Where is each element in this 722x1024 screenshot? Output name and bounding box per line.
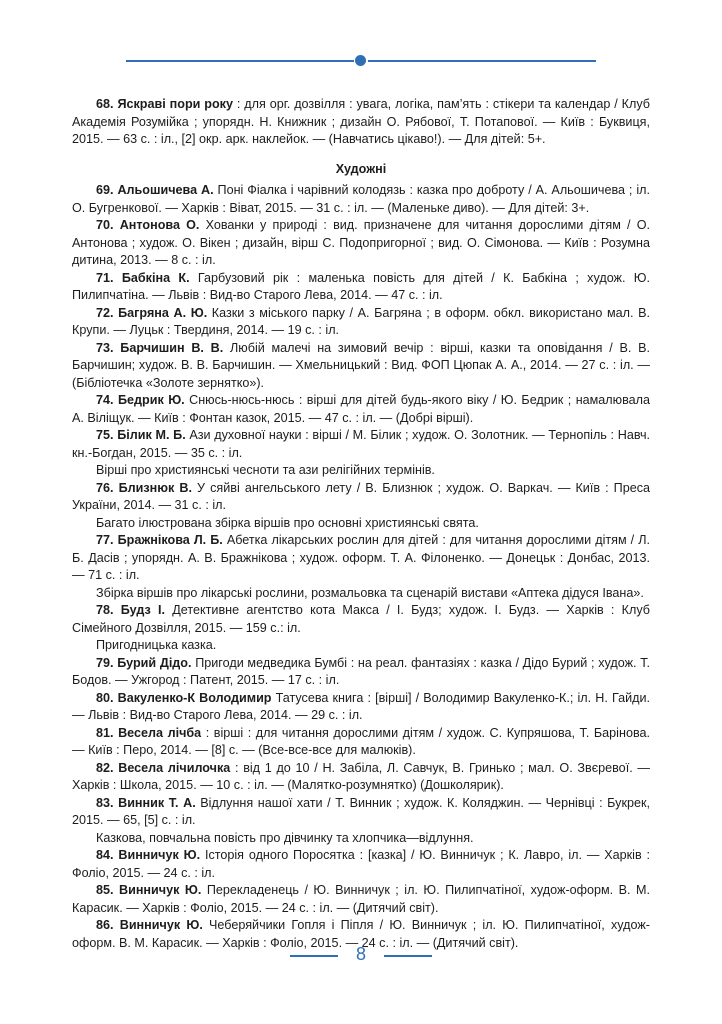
entry-number: 81.	[96, 725, 114, 740]
entry-number: 68.	[96, 97, 114, 111]
entry-number: 83.	[96, 795, 114, 810]
top-decorative-rule	[126, 60, 596, 62]
entry-author: Яскраві пори року	[117, 97, 233, 111]
entry-description: : для орг. дозвілля : увага, логіка, пам’ять : стікери та календар / Клуб Академія Розумійка ; упорядн. Н. Книжник ; дизайн О. Рябової, Т. Потапової. — Київ : Буквиця, 2015. — 63 с. : іл., [2] окр. арк. наклейок. — (Навчатись цікаво!). — Для дітей: 5+.	[72, 97, 650, 146]
rule-right-line	[368, 60, 596, 62]
bibliography-entry	[72, 847, 650, 882]
entry-number: 72.	[96, 305, 114, 320]
entry-author: Винничук Ю.	[118, 883, 202, 897]
bibliography-entry	[72, 795, 650, 830]
bibliography-entry	[72, 182, 650, 217]
entry-description: : вірші : для читання дорослими дітям / худож. С. Купряшова, Т. Барінова. — Київ : Перо, 2014. — [8] с. — (Все-все-все для малюків).	[72, 725, 650, 757]
entry-number: 79.	[96, 655, 114, 670]
entry-author: Барчишин В. В.	[120, 340, 224, 355]
bibliography-entry	[72, 392, 650, 427]
entry-annotation: Багато ілюстрована збірка віршів про основні християнські свята.	[96, 515, 479, 530]
entry-number: 69.	[96, 183, 114, 197]
entry-number: 77.	[96, 533, 114, 547]
entry-author: Вакуленко-К Володимир	[117, 690, 272, 705]
entry-annotation: Пригодницька казка.	[96, 638, 217, 652]
entry-author: Весела лічба	[118, 725, 202, 740]
entry-number: 71.	[96, 270, 114, 285]
entry-description: Ази духовної науки : вірші / М. Білик ; худож. О. Золотник. — Тернопіль : Навч. кн.-Богдан, 2015. — 35 с. : іл.	[72, 428, 651, 460]
entry-description: Любій малечі на зимовий вечір : вірші, казки та оповідання / В. В. Барчишин; худож. В. В. Барчишин. — Хмельницький : Вид. ФОП Цюпак А. А., 2014. — 27 с. : іл. — (Бібліотечка «Золоте зернятко»).	[72, 340, 650, 390]
entry-number: 75.	[96, 428, 114, 442]
section-title: Художні	[335, 161, 387, 176]
entry-author: Білик М. Б.	[117, 428, 186, 442]
entry-number: 86.	[96, 918, 114, 932]
footer-right-line	[384, 955, 432, 957]
entry-description: Гарбузовий рік : маленька повість для дітей / К. Бабкіна ; худож. Ю. Пилипчатіна. — Львів : Вид-во Старого Лева, 2014. — 47 с. : іл.	[72, 270, 651, 302]
bibliography-entry	[72, 725, 650, 760]
entry-number: 78.	[96, 603, 114, 617]
entry-description: У сяйві ангельського лету / В. Близнюк ; худож. О. Варкач. — Київ : Преса України, 2014. — 31 с. : іл.	[72, 480, 651, 512]
entry-author: Бурий Дідо.	[117, 655, 192, 670]
bibliography-entry	[72, 427, 650, 462]
entry-annotation: Збірка віршів про лікарські рослини, розмальовка та сценарій вистави «Аптека дідуся Івана».	[96, 585, 644, 600]
bibliography-entry	[72, 305, 650, 340]
bibliography-entry	[72, 480, 650, 515]
entry-author: Антонова О.	[119, 218, 200, 232]
entry-author: Близнюк В.	[118, 480, 192, 495]
bibliography-entry	[72, 655, 650, 690]
entry-description: : від 1 до 10 / Н. Забіла, Л. Савчук, В. Гринько ; мал. О. Звєревої. — Харків : Школа, 2015. — 10 с. : іл. — (Малятко-розумнятко) (Дошколярик).	[72, 760, 650, 792]
page-number: 8	[355, 944, 366, 964]
entry-description: Хованки у природі : вид. призначене для читання дорослими дітям / О. Антонова ; худож. О. Вікен ; дизайн, вірш С. Подопригорної ; вид. О. Сімонова. — Київ : Розумна дитина, 2013. — 8 с. : іл.	[72, 218, 651, 267]
bibliography-entry	[72, 602, 650, 637]
entry-number: 76.	[96, 480, 114, 495]
entry-description: Детективне агентство кота Макса / І. Будз; худож. І. Будз. — Харків : Клуб Сімейного Дозвілля, 2015. — 159 с.: іл.	[72, 603, 651, 635]
entries-before-section	[72, 96, 650, 149]
entry-number: 84.	[96, 848, 114, 862]
entry-number: 73.	[96, 340, 114, 355]
entry-author: Винничук Ю.	[118, 848, 201, 862]
bibliography-entry	[72, 760, 650, 795]
entry-description: Відлуння нашої хати / Т. Винник ; худож. К. Коляджин. — Чернівці : Букрек, 2015. — 65, [5] с. : іл.	[72, 795, 650, 827]
entry-description: Поні Фіалка і чарівний колодязь : казка про доброту / А. Альошичева ; іл. О. Бугренкової. — Харків : Віват, 2015. — 31 с. : іл. — (Маленьке диво). — Для дітей: 3+.	[72, 183, 650, 215]
entry-annotation: Вірші про християнські чесноти та ази релігійних термінів.	[96, 463, 435, 477]
entry-description: Татусева книга : [вірші] / Володимир Вакуленко-К.; іл. Н. Гайди. — Львів : Вид-во Старого Лева, 2014. — 29 с. : іл.	[72, 690, 651, 722]
entries-list	[72, 182, 650, 952]
bibliography-entry	[72, 270, 650, 305]
entry-description: Історія одного Поросятка : [казка] / Ю. Винничук ; К. Лавро, іл. — Харків : Фоліо, 2015. — 24 с. : іл.	[72, 848, 651, 880]
entry-number: 74.	[96, 393, 114, 407]
entry-annotation: Казкова, повчальна повість про дівчинку та хлопчика—відлуння.	[96, 830, 474, 845]
entry-author: Будз І.	[120, 603, 165, 617]
bibliography-content	[72, 96, 650, 952]
entry-number: 82.	[96, 760, 114, 775]
page-footer	[290, 944, 432, 968]
bibliography-entry	[72, 340, 650, 393]
entry-author: Бабкіна К.	[121, 270, 190, 285]
entry-author: Багряна А. Ю.	[118, 305, 208, 320]
entry-description: Чеберяйчики Гопля і Піпля / Ю. Винничук ; іл. Ю. Пилипчатіної, худож-оформ. В. М. Карасик. — Харків : Фоліо, 2015. — 24 с. : іл. — (Дитячий світ).	[72, 918, 650, 950]
entry-description: Казки з міського парку / А. Багряна ; в оформ. обкл. використано мал. В. Крупи. — Луцьк : Твердиня, 2014. — 19 с. : іл.	[72, 305, 650, 337]
entry-author: Альошичева А.	[117, 183, 214, 197]
bibliography-entry	[72, 96, 650, 149]
bibliography-entry	[72, 882, 650, 917]
entry-author: Винничук Ю.	[119, 918, 203, 932]
bibliography-entry	[72, 217, 650, 270]
entry-author: Бражнікова Л. Б.	[117, 533, 223, 547]
entry-description: Абетка лікарських рослин для дітей : для читання дорослими дітям / Л. Б. Дасів ; упорядн. А. В. Бражнікова ; худож. оформ. Т. А. Філоненко. — Донецьк : Донбас, 2013. — 71 с. : іл.	[72, 533, 651, 582]
entry-description: Перекладенець / Ю. Винничук ; іл. Ю. Пилипчатіної, худож-оформ. В. М. Карасик. — Харків : Фоліо, 2015. — 24 с. : іл. — (Дитячий світ).	[72, 883, 650, 915]
entry-author: Винник Т. А.	[118, 795, 196, 810]
rule-center-dot	[355, 55, 366, 66]
entry-number: 85.	[96, 883, 114, 897]
entry-author: Весела лічилочка	[118, 760, 231, 775]
bibliography-entry	[72, 532, 650, 585]
bibliography-entry	[72, 690, 650, 725]
entry-description: Пригоди медведика Бумбі : на реал. фантазіях : казка / Дідо Бурий ; худож. Т. Бодов. — Ужгород : Патент, 2015. — 17 с. : іл.	[72, 655, 650, 687]
entry-number: 80.	[96, 690, 114, 705]
rule-left-line	[126, 60, 354, 62]
entry-number: 70.	[96, 218, 114, 232]
entry-description: Снюсь-нюсь-нюсь : вірші для дітей будь-якого віку / Ю. Бедрик ; намалювала А. Віліщук. — Київ : Фонтан казок, 2015. — 47 с. : іл. — (Добрі вірші).	[72, 393, 651, 425]
entry-author: Бедрик Ю.	[117, 393, 185, 407]
